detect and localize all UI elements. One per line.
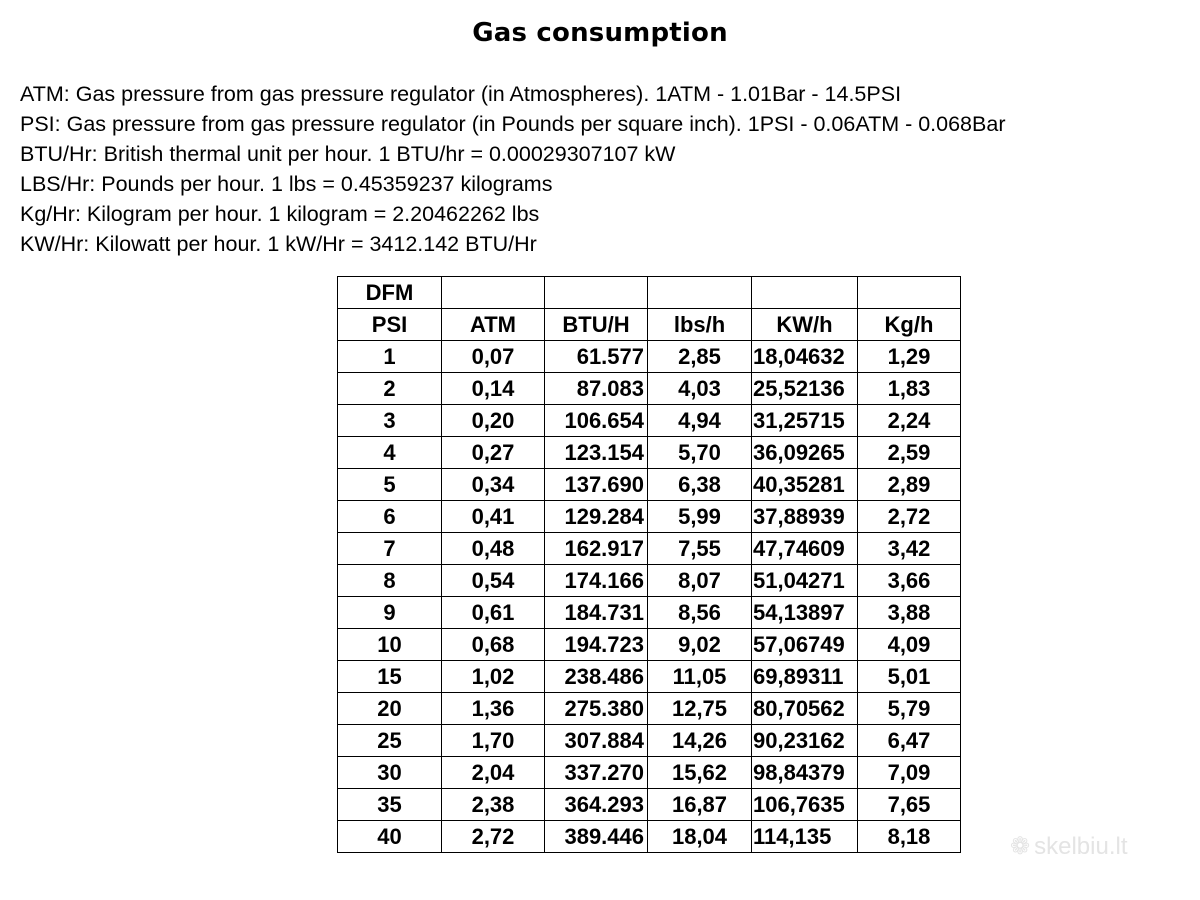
cell-lbs: 8,56 [648, 597, 752, 629]
cell-psi: 5 [338, 469, 442, 501]
table-group-header-row [338, 277, 961, 309]
table-row [338, 373, 961, 405]
cell-kw: 57,06749 [752, 629, 858, 661]
cell-kg: 3,66 [858, 565, 961, 597]
cell-atm: 0,54 [442, 565, 545, 597]
table-row [338, 661, 961, 693]
column-header-btu: BTU/H [545, 309, 648, 341]
cell-kw: 31,25715 [752, 405, 858, 437]
cell-lbs: 18,04 [648, 821, 752, 853]
cell-kw: 40,35281 [752, 469, 858, 501]
cell-kw: 54,13897 [752, 597, 858, 629]
cell-btu: 174.166 [545, 565, 648, 597]
definitions-list [20, 79, 1005, 259]
cell-lbs: 6,38 [648, 469, 752, 501]
cell-btu: 184.731 [545, 597, 648, 629]
cell-lbs: 16,87 [648, 789, 752, 821]
cell-atm: 0,34 [442, 469, 545, 501]
cell-kw: 51,04271 [752, 565, 858, 597]
table-row [338, 629, 961, 661]
column-header-lbs: lbs/h [648, 309, 752, 341]
cell-btu: 162.917 [545, 533, 648, 565]
cell-kg: 2,24 [858, 405, 961, 437]
cell-kg: 2,72 [858, 501, 961, 533]
cell-btu: 123.154 [545, 437, 648, 469]
cell-kw: 90,23162 [752, 725, 858, 757]
cell-btu: 337.270 [545, 757, 648, 789]
cell-atm: 0,14 [442, 373, 545, 405]
cell-atm: 2,04 [442, 757, 545, 789]
cell-kw: 47,74609 [752, 533, 858, 565]
cell-lbs: 14,26 [648, 725, 752, 757]
empty-cell [858, 277, 961, 309]
cell-kw: 98,84379 [752, 757, 858, 789]
cell-kw: 36,09265 [752, 437, 858, 469]
cell-atm: 1,36 [442, 693, 545, 725]
cell-kw: 114,135 [752, 821, 858, 853]
cell-atm: 1,02 [442, 661, 545, 693]
cell-lbs: 4,94 [648, 405, 752, 437]
table-row [338, 597, 961, 629]
cell-psi: 3 [338, 405, 442, 437]
cell-lbs: 4,03 [648, 373, 752, 405]
watermark [1010, 832, 1127, 861]
cell-kg: 1,29 [858, 341, 961, 373]
cell-kg: 3,42 [858, 533, 961, 565]
cell-lbs: 2,85 [648, 341, 752, 373]
cell-kg: 7,09 [858, 757, 961, 789]
cell-psi: 30 [338, 757, 442, 789]
cell-lbs: 5,99 [648, 501, 752, 533]
column-header-psi: PSI [338, 309, 442, 341]
cell-kg: 1,83 [858, 373, 961, 405]
table-row [338, 789, 961, 821]
cell-btu: 137.690 [545, 469, 648, 501]
cell-lbs: 7,55 [648, 533, 752, 565]
table-row [338, 341, 961, 373]
column-header-kw: KW/h [752, 309, 858, 341]
cell-psi: 25 [338, 725, 442, 757]
definition-lbs: LBS/Hr: Pounds per hour. 1 lbs = 0.45359237 kilograms [20, 172, 553, 196]
cell-btu: 389.446 [545, 821, 648, 853]
cell-atm: 0,27 [442, 437, 545, 469]
table-header-row [338, 309, 961, 341]
definition-kw: KW/Hr: Kilowatt per hour. 1 kW/Hr = 3412.142 BTU/Hr [20, 232, 537, 256]
cell-psi: 1 [338, 341, 442, 373]
cell-kg: 7,65 [858, 789, 961, 821]
cell-atm: 0,48 [442, 533, 545, 565]
cell-psi: 35 [338, 789, 442, 821]
gas-consumption-table [337, 276, 961, 853]
cell-lbs: 8,07 [648, 565, 752, 597]
definition-btu: BTU/Hr: British thermal unit per hour. 1 BTU/hr = 0.00029307107 kW [20, 142, 676, 166]
cell-psi: 15 [338, 661, 442, 693]
cell-psi: 8 [338, 565, 442, 597]
cell-kg: 8,18 [858, 821, 961, 853]
cell-psi: 7 [338, 533, 442, 565]
table-row [338, 757, 961, 789]
cell-lbs: 5,70 [648, 437, 752, 469]
table-row [338, 501, 961, 533]
watermark-text: skelbiu.lt [1034, 833, 1128, 860]
cell-psi: 9 [338, 597, 442, 629]
definition-psi: PSI: Gas pressure from gas pressure regulator (in Pounds per square inch). 1PSI - 0.06ATM - 0.068Bar [20, 112, 1006, 136]
empty-cell [545, 277, 648, 309]
cell-atm: 2,72 [442, 821, 545, 853]
cell-kw: 37,88939 [752, 501, 858, 533]
cell-psi: 6 [338, 501, 442, 533]
cell-atm: 2,38 [442, 789, 545, 821]
cell-psi: 4 [338, 437, 442, 469]
cell-psi: 2 [338, 373, 442, 405]
table-row [338, 405, 961, 437]
cell-atm: 0,20 [442, 405, 545, 437]
definition-kg: Kg/Hr: Kilogram per hour. 1 kilogram = 2.20462262 lbs [20, 202, 540, 226]
cell-kw: 106,7635 [752, 789, 858, 821]
cell-kw: 80,70562 [752, 693, 858, 725]
cell-psi: 20 [338, 693, 442, 725]
cell-kg: 6,47 [858, 725, 961, 757]
cell-lbs: 15,62 [648, 757, 752, 789]
cell-kw: 69,89311 [752, 661, 858, 693]
cell-kg: 5,01 [858, 661, 961, 693]
table-row [338, 437, 961, 469]
cell-psi: 40 [338, 821, 442, 853]
cell-btu: 275.380 [545, 693, 648, 725]
table-row [338, 469, 961, 501]
cell-lbs: 12,75 [648, 693, 752, 725]
cell-btu: 106.654 [545, 405, 648, 437]
table-row [338, 821, 961, 853]
table-row [338, 725, 961, 757]
cell-lbs: 9,02 [648, 629, 752, 661]
cell-btu: 238.486 [545, 661, 648, 693]
cell-btu: 61.577 [545, 341, 648, 373]
empty-cell [442, 277, 545, 309]
empty-cell [648, 277, 752, 309]
group-header-dfm: DFM [338, 277, 442, 309]
page-title: Gas consumption [472, 18, 728, 48]
column-header-kg: Kg/h [858, 309, 961, 341]
cell-kw: 25,52136 [752, 373, 858, 405]
table-row [338, 565, 961, 597]
cell-btu: 129.284 [545, 501, 648, 533]
cell-atm: 1,70 [442, 725, 545, 757]
cell-kg: 2,89 [858, 469, 961, 501]
cell-kg: 2,59 [858, 437, 961, 469]
cell-atm: 0,41 [442, 501, 545, 533]
skelbiu-logo-icon: ❁ [1010, 833, 1031, 860]
column-header-atm: ATM [442, 309, 545, 341]
cell-kg: 4,09 [858, 629, 961, 661]
cell-btu: 194.723 [545, 629, 648, 661]
cell-kg: 5,79 [858, 693, 961, 725]
cell-atm: 0,68 [442, 629, 545, 661]
cell-btu: 364.293 [545, 789, 648, 821]
table-row [338, 693, 961, 725]
cell-lbs: 11,05 [648, 661, 752, 693]
cell-kg: 3,88 [858, 597, 961, 629]
cell-kw: 18,04632 [752, 341, 858, 373]
empty-cell [752, 277, 858, 309]
table-row [338, 533, 961, 565]
cell-atm: 0,07 [442, 341, 545, 373]
cell-atm: 0,61 [442, 597, 545, 629]
cell-psi: 10 [338, 629, 442, 661]
definition-atm: ATM: Gas pressure from gas pressure regulator (in Atmospheres). 1ATM - 1.01Bar - 14.5PSI [20, 82, 902, 106]
cell-btu: 307.884 [545, 725, 648, 757]
cell-btu: 87.083 [545, 373, 648, 405]
